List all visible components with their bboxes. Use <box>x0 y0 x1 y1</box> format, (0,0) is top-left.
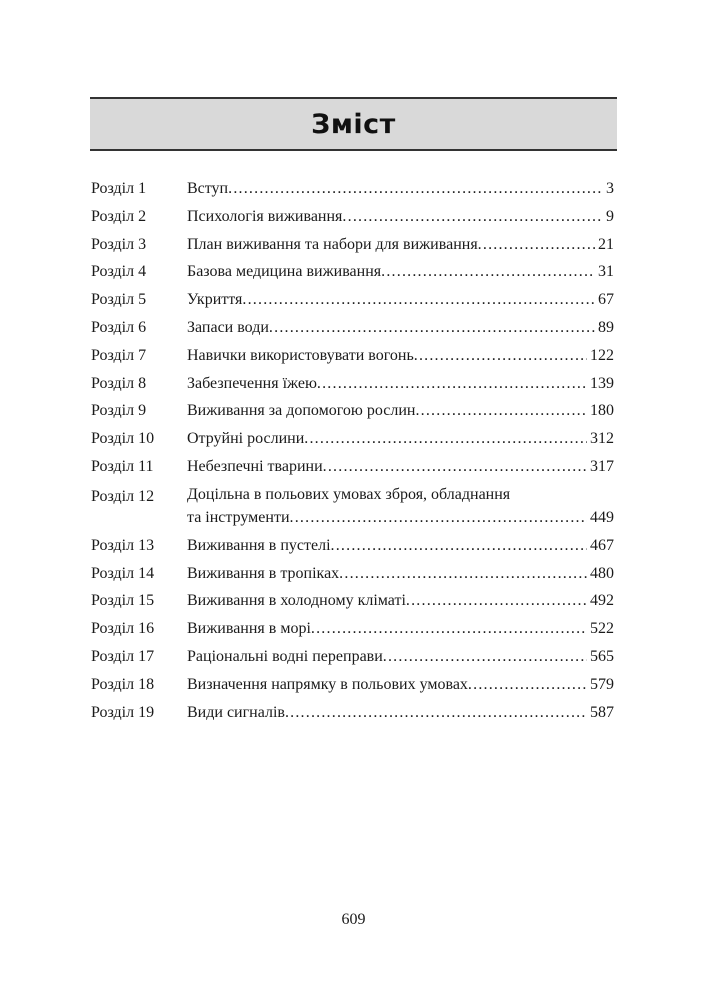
chapter-label: Розділ 4 <box>91 263 147 281</box>
toc-entry[interactable] <box>91 231 614 259</box>
toc-header <box>90 97 617 151</box>
chapter-label: Розділ 14 <box>91 564 155 582</box>
toc-entry[interactable] <box>91 587 614 615</box>
chapter-title: Отруйні рослини <box>187 430 305 448</box>
chapter-label: Розділ 1 <box>91 180 147 197</box>
page-ref: 522 <box>590 620 614 638</box>
dot-leader <box>414 342 587 370</box>
dot-leader <box>381 258 595 286</box>
page-ref: 9 <box>606 207 614 225</box>
toc-entry[interactable] <box>91 671 614 699</box>
toc-entry[interactable] <box>91 453 614 481</box>
page-ref: 67 <box>598 291 614 309</box>
page-ref: 449 <box>590 508 614 526</box>
page-ref: 21 <box>598 235 614 253</box>
dot-leader <box>331 532 587 560</box>
chapter-title: Укриття <box>187 291 243 309</box>
toc-entry[interactable] <box>91 397 614 425</box>
chapter-title: Психологія виживання <box>187 207 343 225</box>
chapter-label: Розділ 10 <box>91 430 155 448</box>
chapter-label: Розділ 19 <box>91 703 155 721</box>
toc-entry-body <box>187 231 614 259</box>
chapter-title: Визначення напрямку в польових умовах <box>187 675 468 693</box>
toc-entry-body <box>187 483 614 529</box>
toc-entry-body <box>187 615 614 643</box>
dot-leader <box>468 671 587 699</box>
dot-leader <box>339 560 587 588</box>
chapter-title: Виживання в тропіках <box>187 564 340 582</box>
toc-entry[interactable] <box>91 643 614 671</box>
chapter-label: Розділ 3 <box>91 235 147 253</box>
dot-leader <box>311 615 587 643</box>
page-ref: 492 <box>590 592 614 610</box>
page-ref: 312 <box>590 430 614 448</box>
toc-entry-body <box>187 699 614 727</box>
page-ref: 317 <box>590 457 614 475</box>
chapter-label: Розділ 2 <box>91 207 147 225</box>
toc-entry[interactable] <box>91 481 614 532</box>
page-ref: 480 <box>590 564 614 582</box>
dot-leader <box>323 453 587 481</box>
dot-leader <box>383 643 587 671</box>
toc-entry[interactable] <box>91 370 614 398</box>
page-ref: 587 <box>590 703 614 721</box>
chapter-title: Запаси води <box>187 318 269 336</box>
chapter-label: Розділ 9 <box>91 402 147 420</box>
dot-leader <box>242 286 595 314</box>
chapter-title: Виживання за допомогою рослин <box>187 402 416 420</box>
toc-entry-body <box>187 425 614 453</box>
chapter-title: Виживання в морі <box>187 620 311 638</box>
toc-entry[interactable] <box>91 560 614 588</box>
chapter-label: Розділ 11 <box>91 457 154 475</box>
chapter-title-continued: та інструменти <box>187 508 290 526</box>
toc-entry-body <box>187 453 614 481</box>
page-ref: 180 <box>590 402 614 420</box>
page-ref: 31 <box>598 263 614 281</box>
dot-leader <box>406 587 587 615</box>
chapter-label: Розділ 17 <box>91 647 155 665</box>
chapter-title: Раціональні водні переправи <box>187 647 383 665</box>
dot-leader <box>415 397 587 425</box>
chapter-title: Небезпечні тварини <box>187 457 323 475</box>
dot-leader <box>342 203 603 231</box>
toc-entry-body <box>187 532 614 560</box>
chapter-title: Виживання в пустелі <box>187 536 331 554</box>
dot-leader <box>290 506 587 529</box>
toc-entry[interactable] <box>91 286 614 314</box>
toc-entry[interactable] <box>91 699 614 727</box>
page-title: Зміст <box>311 108 396 140</box>
table-of-contents <box>91 175 614 726</box>
chapter-label: Розділ 12 <box>91 487 155 505</box>
toc-entry[interactable] <box>91 615 614 643</box>
toc-entry-body <box>187 286 614 314</box>
toc-entry[interactable] <box>91 314 614 342</box>
page-ref: 579 <box>590 675 614 693</box>
chapter-title: Навички використовувати вогонь <box>187 346 414 364</box>
dot-leader <box>478 231 595 259</box>
page-ref: 565 <box>590 647 614 665</box>
page-ref: 467 <box>590 536 614 554</box>
chapter-title: План виживання та набори для виживання <box>187 235 478 253</box>
chapter-label: Розділ 7 <box>91 346 147 364</box>
toc-entry[interactable] <box>91 203 614 231</box>
chapter-title: Базова медицина виживання <box>187 263 382 281</box>
page-ref: 139 <box>590 374 614 392</box>
page-ref: 3 <box>606 180 614 197</box>
chapter-label: Розділ 13 <box>91 536 155 554</box>
toc-entry[interactable] <box>91 532 614 560</box>
toc-entry-body <box>187 560 614 588</box>
toc-entry-body <box>187 203 614 231</box>
chapter-label: Розділ 18 <box>91 675 155 693</box>
dot-leader <box>304 425 587 453</box>
dot-leader <box>269 314 595 342</box>
toc-entry[interactable] <box>91 175 614 203</box>
chapter-title: Види сигналів <box>187 703 285 721</box>
chapter-label: Розділ 8 <box>91 374 147 392</box>
dot-leader <box>228 175 603 203</box>
toc-entry-body <box>187 587 614 615</box>
chapter-title: Вступ <box>187 180 229 197</box>
chapter-title: Забезпечення їжею <box>187 374 317 392</box>
chapter-label: Розділ 16 <box>91 620 155 638</box>
dot-leader <box>285 699 587 727</box>
chapter-title: Доцільна в польових умовах зброя, обладнання <box>187 485 511 503</box>
toc-entry-body <box>187 175 614 203</box>
chapter-title: Виживання в холодному кліматі <box>187 592 406 610</box>
toc-entry[interactable] <box>91 342 614 370</box>
toc-entry-body <box>187 342 614 370</box>
page-ref: 122 <box>590 346 614 364</box>
toc-entry-body <box>187 314 614 342</box>
toc-entry[interactable] <box>91 258 614 286</box>
toc-entry-body <box>187 643 614 671</box>
toc-entry-body <box>187 397 614 425</box>
dot-leader <box>317 370 587 398</box>
page-number: 609 <box>341 911 366 928</box>
page-ref: 89 <box>598 318 614 336</box>
chapter-label: Розділ 6 <box>91 318 147 336</box>
toc-entry-body <box>187 370 614 398</box>
toc-entry-body <box>187 671 614 699</box>
chapter-label: Розділ 15 <box>91 592 155 610</box>
toc-entry-body <box>187 258 614 286</box>
chapter-label: Розділ 5 <box>91 291 147 309</box>
toc-entry[interactable] <box>91 425 614 453</box>
